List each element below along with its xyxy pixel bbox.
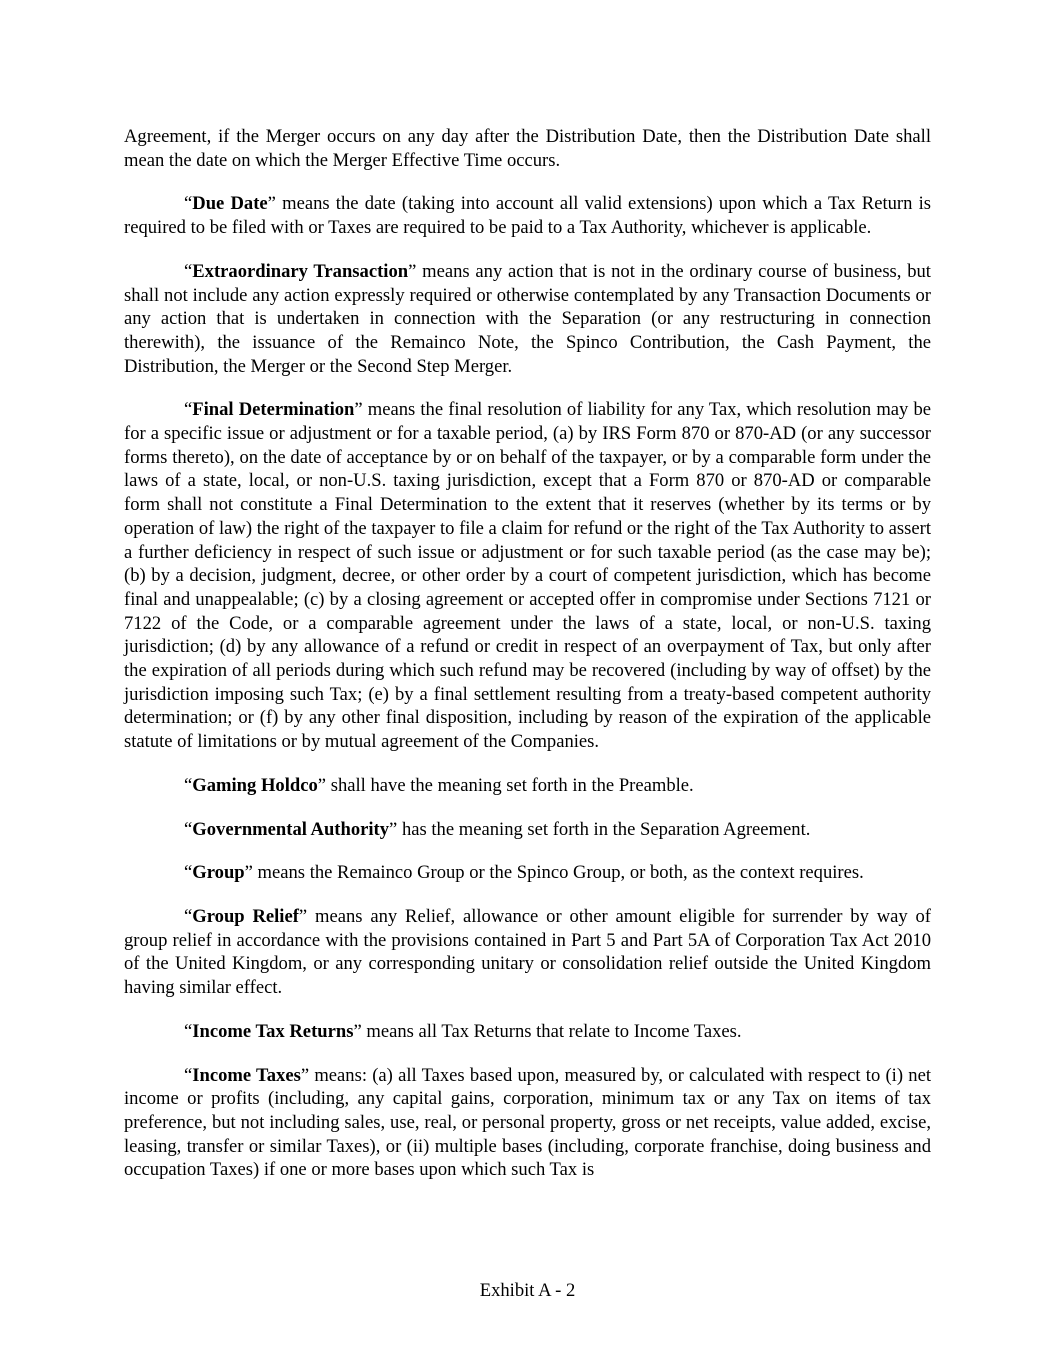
definition-income-tax-returns — [124, 1020, 931, 1044]
close-quote: ” — [317, 774, 327, 796]
close-quote: ” — [354, 399, 363, 421]
open-quote: “ — [184, 774, 193, 796]
definition-text: means: (a) all Taxes based upon, measured by, or calculated with respect to (i) net income or profits (including, any capital gains, corporation, minimum tax or any Tax on items of tax preference, but not including sales, use, real, or personal property, gross or net receipts, value added, excise, leasing, transfer or similar Taxes), or (ii) multiple bases (including, corporate franchise, doing business and occupation Taxes) if one or more bases upon which such Tax is — [124, 1064, 931, 1181]
open-quote: “ — [184, 399, 193, 421]
defined-term: Group Relief — [192, 905, 299, 927]
close-quote: ” — [300, 1064, 310, 1086]
defined-term: Final Determination — [192, 399, 355, 421]
close-quote: ” — [353, 1020, 362, 1042]
definition-text: has the meaning set forth in the Separation Agreement. — [397, 818, 811, 840]
definition-gaming-holdco — [124, 774, 931, 798]
definition-group-relief — [124, 905, 931, 1000]
document-body — [124, 125, 931, 1202]
close-quote: ” — [389, 818, 398, 840]
open-quote: “ — [184, 818, 193, 840]
definition-due-date — [124, 192, 931, 239]
open-quote: “ — [184, 862, 193, 884]
definition-text: means the final resolution of liability for any Tax, which resolution may be for a specific issue or adjustment or for a taxable period, (a) by IRS Form 870 or 870-AD (or any successor forms thereto), on the date of acceptance by or on behalf of the taxpayer, or by a comparable form under the laws of a state, local, or non-U.S. taxing jurisdiction, except that a Form 870 or 870-AD or comparable form shall not constitute a Final Determination to the extent that it reserves (whether by its terms or by operation of law) the right of the taxpayer to file a claim for refund or the right of the Tax Authority to assert a further deficiency in respect of such issue or adjustment or for such taxable period (as the case may be); (b) by a decision, judgment, decree, or other order by a court of competent jurisdiction, which has become final and unappealable; (c) by a closing agreement or accepted offer in compromise under Sections 7121 or 7122 of the Code, or a comparable agreement under the laws of a state, local, or non-U.S. taxing jurisdiction; (d) by any allowance of a refund or credit in respect of an overpayment of Tax, but only after the expiration of all periods during which such refund may be recovered (including by way of offset) by the jurisdiction imposing such Tax; (e) by a final settlement resulting from a treaty-based competent authority determination; or (f) by any other final disposition, including by reason of the expiration of the applicable statute of limitations or by mutual agreement of the Companies. — [124, 399, 931, 753]
open-quote: “ — [184, 1020, 193, 1042]
defined-term: Income Tax Returns — [192, 1020, 354, 1042]
definition-income-taxes — [124, 1064, 931, 1183]
definition-final-determination — [124, 398, 931, 754]
defined-term: Due Date — [192, 193, 268, 215]
open-quote: “ — [184, 260, 193, 282]
close-quote: ” — [267, 193, 276, 215]
defined-term: Extraordinary Transaction — [192, 260, 409, 282]
open-quote: “ — [184, 193, 193, 215]
continuation-paragraph: Agreement, if the Merger occurs on any day after the Distribution Date, then the Distribution Date shall mean the date on which the Merger Effective Time occurs. — [124, 126, 931, 171]
definition-text: means all Tax Returns that relate to Income Taxes. — [361, 1020, 742, 1042]
close-quote: ” — [408, 260, 417, 282]
definition-governmental-authority — [124, 818, 931, 842]
definition-text: means the date (taking into account all valid extensions) upon which a Tax Return is required to be filed with or Taxes are required to be paid to a Tax Authority, whichever is applicable. — [124, 193, 931, 239]
close-quote: ” — [244, 862, 253, 884]
open-quote: “ — [184, 1064, 193, 1086]
definition-group — [124, 861, 931, 885]
defined-term: Governmental Authority — [192, 818, 390, 840]
open-quote: “ — [184, 905, 193, 927]
definition-text: means any action that is not in the ordinary course of business, but shall not include any action expressly required or otherwise contemplated by any Transaction Documents or any action that is undertaken in connection with the Separation (or any restructuring in connection therewith), the issuance of the Remainco Note, the Spinco Contribution, the Cash Payment, the Distribution, the Merger or the Second Step Merger. — [124, 260, 931, 377]
definition-text: means any Relief, allowance or other amount eligible for surrender by way of group relief in accordance with the provisions contained in Part 5 and Part 5A of Corporation Tax Act 2010 of the United Kingdom, or any corresponding unitary or consolidation relief outside the United Kingdom having similar effect. — [124, 905, 931, 999]
page-footer: Exhibit A - 2 — [479, 1280, 576, 1301]
close-quote: ” — [298, 905, 308, 927]
defined-term: Group — [192, 862, 245, 884]
defined-term: Income Taxes — [192, 1064, 301, 1086]
definition-extraordinary-transaction — [124, 260, 931, 379]
definition-text: shall have the meaning set forth in the Preamble. — [326, 774, 694, 796]
defined-term: Gaming Holdco — [192, 774, 318, 796]
definition-text: means the Remainco Group or the Spinco Group, or both, as the context requires. — [252, 862, 864, 884]
